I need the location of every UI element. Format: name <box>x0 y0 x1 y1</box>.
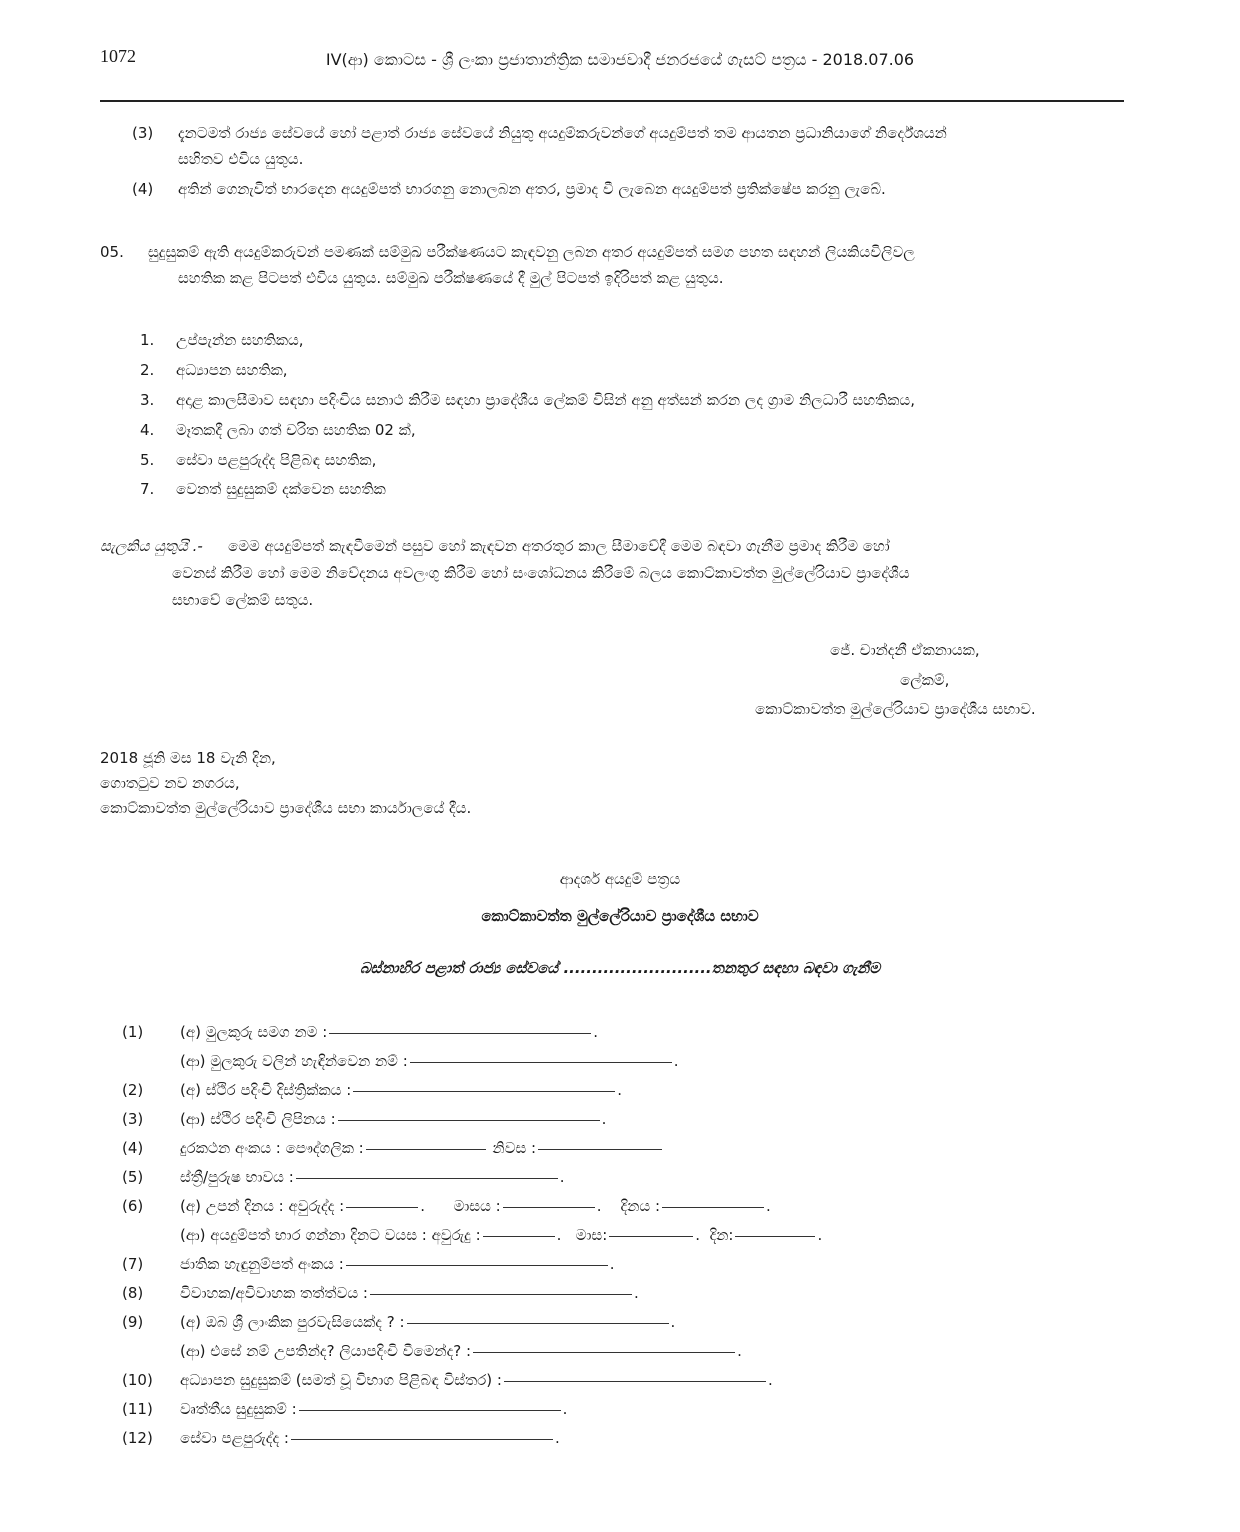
condition-4-text: අතින් ගෙනැවිත් භාරදෙන අයදුම්පත් භාරගනු නොලබන අතර, ප්‍රමාද වී ලැබෙන අයදුම්පත් ප්‍රතික්ෂේප කරනු ලැබේ. <box>178 180 886 198</box>
list-item: 3. අදාළ කාලසීමාව සඳහා පදිංචිය සනාථ කිරීම සඳහා ප්‍රාදේශීය ලේකම් විසින් අනු අත්සන් කරන ලද ග්‍රාම නිලධාරී සහතිකය, <box>140 391 915 409</box>
dateline-date: 2018 ජූනි මස 18 වැනි දින, <box>100 749 276 767</box>
list-item: 1. උප්පැන්න සහතිකය, <box>140 331 304 349</box>
signatory-office: කොට්කාවත්ත මුල්ලේරියාව ප්‍රාදේශීය සභාව. <box>755 700 1036 718</box>
list-item: 7. වෙනත් සුදුසුකම් දක්වෙන සහතික <box>140 480 386 498</box>
note-line3: සභාවේ ලේකම් සතුය. <box>172 591 314 609</box>
form-field-name-with-initials: (1) (අ) මුලකුරු සමග නම : . <box>122 1023 599 1041</box>
note-label: සැලකිය යුතුයි .- <box>100 537 203 555</box>
form-field-permanent-district: (2) (අ) ස්ථිර පදිංචි දිස්ත්‍රික්කය : . <box>122 1081 623 1099</box>
list-item: 4. මෑතකදී ලබා ගත් චරිත සහතික 02 ක්, <box>140 421 416 439</box>
dateline-place: ගොතටුව නව නගරය, <box>100 774 240 792</box>
form-field-educational-qualifications: (10) අධ්‍යාපන සුදුසුකම් (සමත් වූ විභාග පිළිබඳ විස්තර) : . <box>122 1371 773 1389</box>
form-field-citizenship-type: (ආ) එසේ නම් උපතින්ද? ලියාපදිංචි වීමෙන්ද? : . <box>180 1342 742 1360</box>
condition-3-number: (3) <box>132 124 154 142</box>
form-field-marital-status: (8) විවාහක/අවිවාහක තත්ත්වය : . <box>122 1284 639 1302</box>
signatory-title: ලේකම්, <box>900 671 950 689</box>
list-item: 5. සේවා පළපුරුද්ද පිළිබඳ සහතික, <box>140 451 377 469</box>
form-field-name-denoted-by-initials: (ආ) මුලකුරු වලින් හැඳින්වෙන නම් : . <box>180 1052 679 1070</box>
dateline-office: කොට්කාවත්ත මුල්ලේරියාව ප්‍රාදේශීය සභා කාර්යාලයේ දීය. <box>100 799 472 817</box>
form-field-age-at-closing-date: (ආ) අයදුම්පත් භාර ගන්නා දිනට වයස : අවුරුදු : . මාස: . දින: . <box>180 1226 823 1244</box>
form-field-professional-qualifications: (11) වෘත්තීය සුදුසුකම් : . <box>122 1400 568 1418</box>
condition-4-number: (4) <box>132 180 154 198</box>
form-field-work-experience: (12) සේවා පළපුරුද්ද : . <box>122 1429 560 1447</box>
note-line1: මෙම අයදුම්පත් කැඳවීමෙන් පසුව හෝ කැඳවන අතරතුර කාල සීමාවේදී මෙම බඳවා ගැනීම ප්‍රමාද කිරීම හෝ <box>228 537 890 555</box>
form-field-gender: (5) ස්ත්‍රී/පුරුෂ භාවය : . <box>122 1168 565 1186</box>
form-field-nic-number: (7) ජාතික හැඳුනුම්පත් අංකය : . <box>122 1255 615 1273</box>
form-field-citizenship: (9) (අ) ඔබ ශ්‍රී ලාංකික පුරවැසියෙක්ද ? : . <box>122 1313 676 1331</box>
header-rule <box>100 100 1124 102</box>
form-field-telephone: (4) දුරකථන අංකය : පෞද්ගලික : නිවස : <box>122 1139 1122 1163</box>
list-item: 2. අධ්‍යාපන සහතික, <box>140 361 288 379</box>
signatory-name: ජේ. චාන්දනී ඒකනායක, <box>830 641 980 659</box>
form-field-date-of-birth: (6) (අ) උපන් දිනය : අවුරුද්ද : . මාසය : . දිනය : . <box>122 1197 771 1215</box>
section-05-number: 05. <box>100 243 124 261</box>
section-05-line1: සුදුසුකම් ඇති අයදුම්කරුවන් පමණක් සම්මුඛ පරීක්ෂණයට කැඳවනු ලබන අතර අයදුම්පත් සමග පහත සඳහන් ලියකියවිලිවල <box>148 243 915 261</box>
section-05-line2: සහතික කළ පිටපත් එවිය යුතුය. සම්මුඛ පරීක්ෂණයේ දී මුල් පිටපත් ඉදිරිපත් කළ යුතුය. <box>178 269 724 287</box>
form-council-name: කොට්කාවත්ත මුල්ලේරියාව ප්‍රාදේශීය සභාව <box>481 907 759 925</box>
condition-3-line1: දැනටමත් රාජ්‍ය සේවයේ හෝ පළාත් රාජ්‍ය සේවයේ නියුතු අයදුම්කරුවන්ගේ අයදුම්පත් තම ආයතන ප්‍රධානියාගේ නිර්දේශයන් <box>178 124 947 142</box>
form-heading: ආදර්ශ අයදුම් පත්‍රය <box>559 870 681 888</box>
condition-3-line2: සහිතව එවිය යුතුය. <box>178 150 304 168</box>
gazette-header-title: IV(ආ) කොටස - ශ්‍රී ලංකා ප්‍රජාතාන්ත්‍රික සමාජවාදී ජනරජයේ ගැසට් පත්‍රය - 2018.07.06 <box>325 50 915 69</box>
form-post-title: බස්නාහිර පළාත් රාජ්‍ය සේවයේ ..........................තනතුර සඳහා බඳවා ගැනීම <box>359 959 881 977</box>
page-number: 1072 <box>100 46 136 66</box>
form-field-permanent-address: (3) (ආ) ස්ථිර පදිංචි ලිපිනය : . <box>122 1110 607 1128</box>
note-line2: වෙනස් කිරීම හෝ මෙම නිවේදනය අවලංගු කිරීම හෝ සංශෝධනය කිරීමේ බලය කොට්කාවත්ත මුල්ලේරියාව ප්‍රාදේශීය <box>172 564 910 582</box>
